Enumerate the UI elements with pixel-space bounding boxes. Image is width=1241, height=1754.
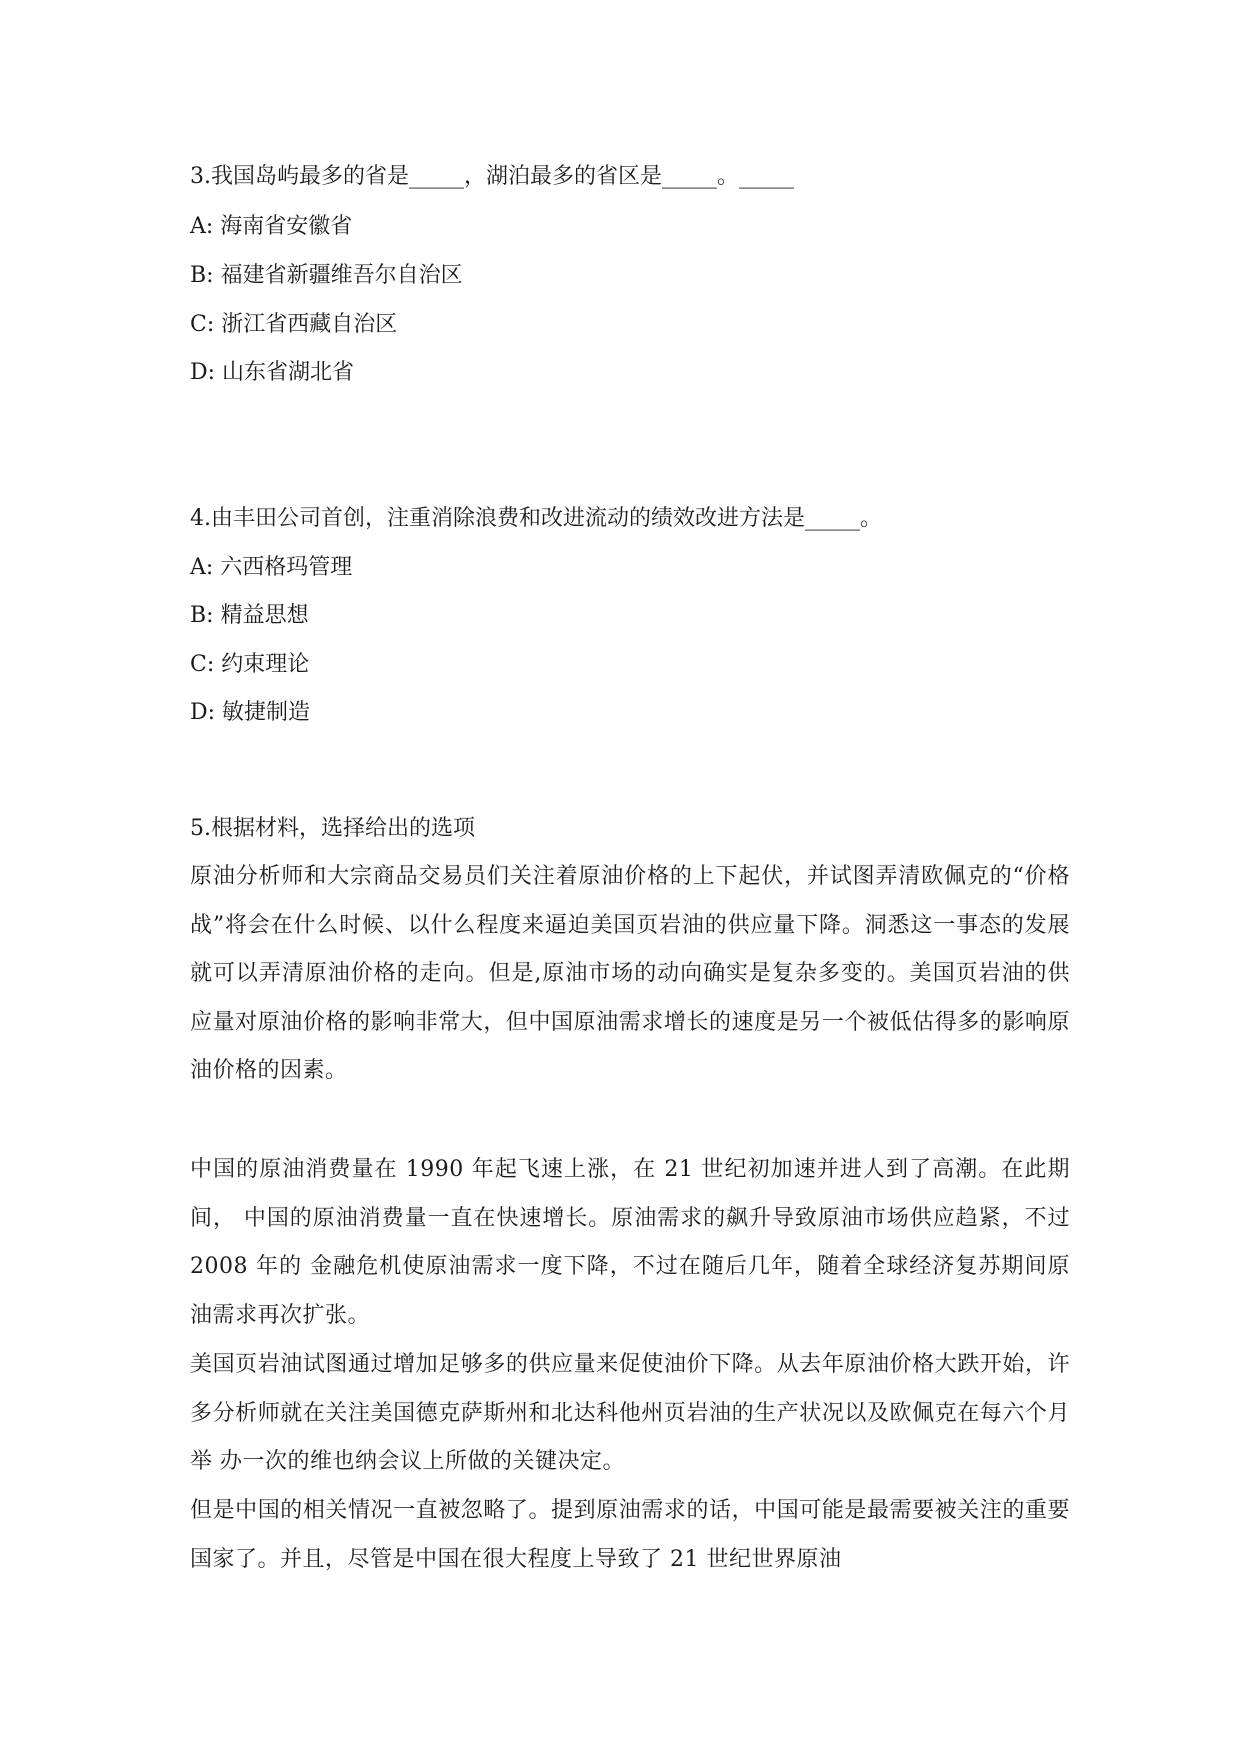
question-4-option-c: C: 约束理论 (190, 652, 310, 677)
question-4-option-b: B: 精益思想 (190, 603, 309, 628)
question-5-paragraph-1: 原油分析师和大宗商品交易员们关注着原油价格的上下起伏，并试图弄清欧佩克的“价格战”将会在什么时候、以什么程度来逼迫美国页岩油的供应量下降。洞悉这一事态的发展就可以弄清原油价格的走向。但是,原油市场的动向确实是复杂多变的。美国页岩油的供应量对原油价格的影响非常大，但中国原油需求增长的速度是另一个被低估得多的影响原油价格的因素。 (190, 864, 1070, 1084)
question-5-paragraph-4: 但是中国的相关情况一直被忽略了。提到原油需求的话，中国可能是最需要被关注的重要 国家了。并且，尽管是中国在很大程度上导致了 21 世纪世界原油 (190, 1498, 1070, 1572)
question-4-option-d: D: 敏捷制造 (190, 700, 311, 725)
question-3-option-a: A: 海南省安徽省 (190, 214, 353, 239)
question-3-stem: 3.我国岛屿最多的省是_____，湖泊最多的省区是_____。_____ (190, 164, 794, 189)
question-3-option-d: D: 山东省湖北省 (190, 360, 355, 385)
question-5-stem: 5.根据材料，选择给出的选项 (190, 816, 475, 841)
question-5-paragraph-2: 中国的原油消费量在 1990 年起飞速上涨，在 21 世纪初加速并进人到了高潮。在此期间， 中国的原油消费量一直在快速增长。原油需求的飙升导致原油市场供应趋紧，不过 2008 年的 金融危机使原油需求一度下降，不过在随后几年，随着全球经济复苏期间原油需求再次扩张。 (190, 1157, 1070, 1328)
question-5-paragraph-3: 美国页岩油试图通过增加足够多的供应量来促使油价下降。从去年原油价格大跌开始，许 多分析师就在关注美国德克萨斯州和北达科他州页岩油的生产状况以及欧佩克在每六个月举 办一次的维也纳会议上所做的关键决定。 (190, 1352, 1070, 1475)
question-4-option-a: A: 六西格玛管理 (190, 555, 353, 580)
question-3-option-b: B: 福建省新疆维吾尔自治区 (190, 263, 463, 288)
question-4-stem: 4.由丰田公司首创，注重消除浪费和改进流动的绩效改进方法是_____。 (190, 506, 882, 531)
question-3-option-c: C: 浙江省西藏自治区 (190, 312, 398, 337)
